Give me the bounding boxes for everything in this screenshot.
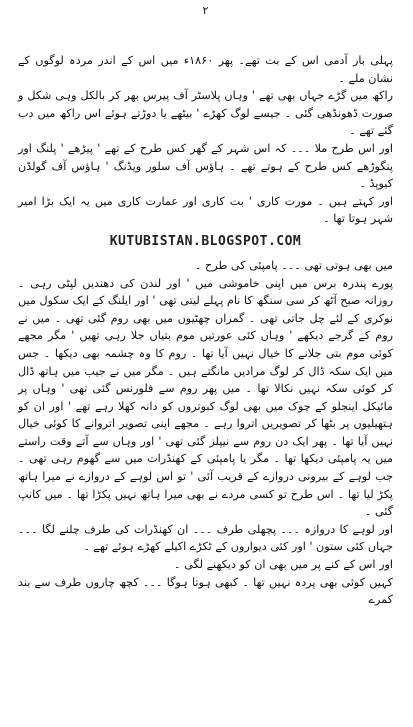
paragraph: اور کہتے ہیں ۔ مورت کاری ' بت کاری اور عمارت کاری میں یہ ایک بڑا امیر شہر ہوتا تھا ۔ [18,194,393,226]
page-text [18,52,393,228]
paragraph: کہیں کوئی بھی پردہ نہیں تھا ۔ کبھی ہوتا ہوگا ۔۔۔ کچھ چاروں طرف سے بند کمرے [18,575,393,607]
page-text-continued [18,257,393,609]
paragraph: پورے پندرہ برس میں اپنی خاموشی میں ' اور لندن کی دھندیں لپٹی رہی ۔ روزانہ صبح آٹھ کر سی سنگھ کا نام پہلے لیتی تھی ' اور ایلنگ کے ایک سکول میں نوکری کے لئے چل جاتی تھی ۔ گمراں چھٹیوں میں بھی روم گئی تھی ۔ میں نے روم کے گرجے دیکھے ' وہاں کئی عورتیں موم بتیاں جلا رہی تھیں ' مگر مجھے کوئی موم بتی جلانے کا خیال نہیں آیا تھا ۔ روم کا وہ چشمہ بھی دیکھا ۔ جس میں ایک سکہ ڈال کر لوگ مرادیں مانگتے ہیں ۔ مگر میں نے جیب میں ہاتھ ڈال کر کوئی سکہ نہیں نکالا تھا ۔ میں پھر روم سے فلورنس گئی تھی ' وہاں پر مائیکل اینجلو کے چوک میں بھی لوگ کبوتروں کو دانہ کھلا رہے تھے ' اور ان کو ہتھیلیوں پر بٹھا کر تصویریں اتروا رہے ۔ مجھے اپنی تصویر اتروانے کا کوئی خیال نہیں آیا تھا ۔ پھر ایک دن روم سے نیپلز گئی تھی ' اور وہاں سے آتے وقت راستے میں یہ پامپئی دیکھا تھا ۔ مگر یا پامپئی کے کھنڈرات میں سے گھوم رہی تھی ۔ جب لوہے کے بیرونی دروازے کے قریب آئی ' تو اس لوہے کے دروازے نے میرا ہاتھ پکڑ لیا تھا ۔ اس طرح تو کسی مردے نے بھی میرا ہاتھ نہیں پکڑا تھا ۔ میں کانپ گئی ۔ [18,276,393,519]
paragraph: اور اس کے کنے پر میں بھی ان کو دیکھنے لگی ۔ [174,558,393,572]
paragraph: راکھ میں گڑے جہاں بھی تھے ' وہاں پلاسٹر آف پیرس بھر کر بالکل وہی شکل و صورت ڈھونڈھی گئی ۔ جیسے لوگ کھڑے ' بیٹھے یا دوڑتے ہوئے اس راکھ میں دب گئے تھے ۔ [18,89,393,138]
paragraph: اور لوہے کا دروازہ ۔۔۔ پچھلی طرف ۔۔۔ ان کھنڈرات کی طرف چلنے لگا ۔۔۔ جہاں کئی ستون ' اور کئی دیواروں کے ٹکڑے اکیلے کھڑے ہوئے تھے ۔ [18,522,393,554]
paragraph: میں بھی ہوتی تھی ۔۔۔ پامپئی کی طرح ۔ [194,258,393,272]
watermark-url: KUTUBISTAN.BLOGSPOT.COM [109,233,302,249]
paragraph: پہلی بار آدمی اس کے بت تھے۔ پھر ۱۸۶۰ء میں اس کے اندر مردہ لوگوں کے نشان ملے ۔ [18,54,393,85]
page-number: ۲ [202,4,209,17]
paragraph: اور اس طرح ملا ۔۔۔ کہ اس شہر کے گھر کس طرح کے تھے ' پیڑھے ' پلنگ اور پنگوڑھے کس طرح کے ہوتے تھے ۔ ہاؤس آف سلور ویڈنگ ' ہاؤس آف گولڈن کیوپڈ ۔ [18,141,393,191]
